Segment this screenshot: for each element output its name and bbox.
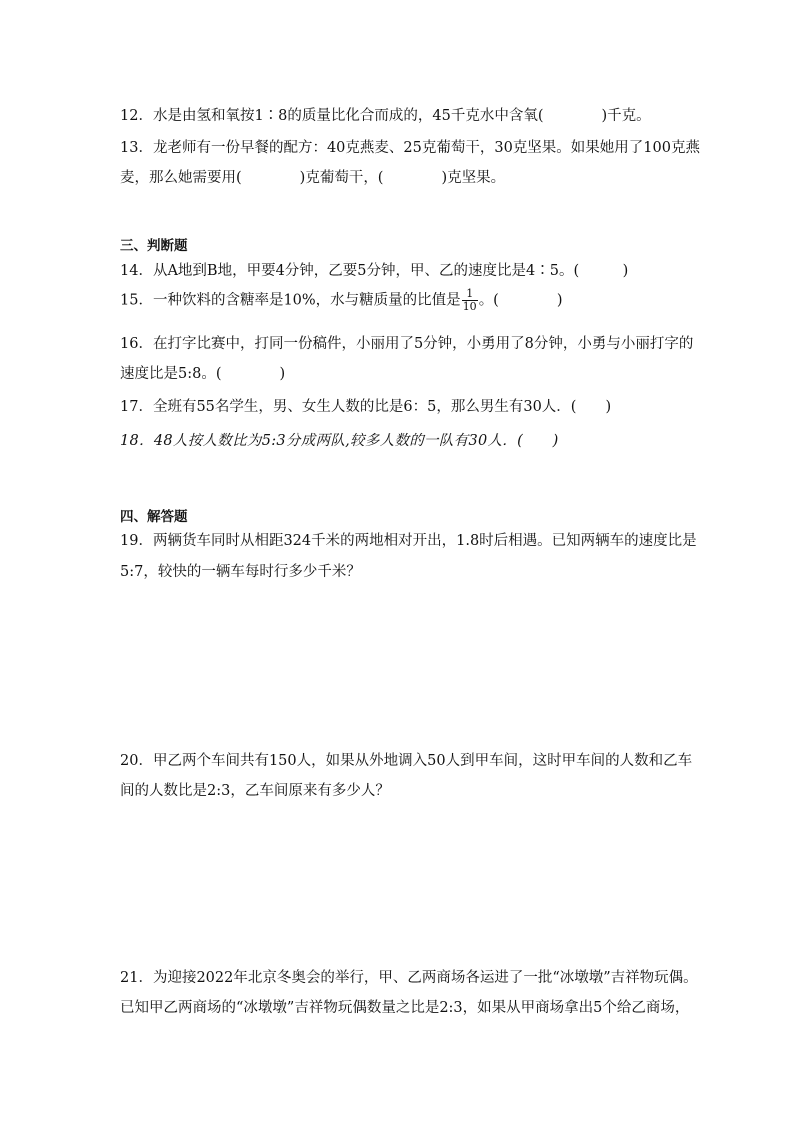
question-13-line-2: 麦，那么她需要用( )克葡萄干，( )克坚果。 xyxy=(120,170,506,186)
fraction-denominator: 10 xyxy=(462,300,477,313)
fraction-numerator: 1 xyxy=(462,288,478,301)
question-19-line-1: 19．两辆货车同时从相距324千米的两地相对开出，1.8时后相遇。已知两辆车的速度比是 xyxy=(120,533,697,549)
question-15 xyxy=(120,288,563,313)
question-15-text-before: 15．一种饮料的含糖率是10%，水与糖质量的比值是 xyxy=(120,292,461,309)
question-18: 18．48人按人数比为5:3分成两队,较多人数的一队有30人．( ) xyxy=(120,433,559,449)
question-17: 17．全班有55名学生，男、女生人数的比是6：5，那么男生有30人．( ) xyxy=(120,399,612,415)
question-13-line-1: 13．龙老师有一份早餐的配方：40克燕麦、25克葡萄干，30克坚果。如果她用了100克燕 xyxy=(120,140,700,156)
question-19-line-2: 5:7，较快的一辆车每时行多少千米？ xyxy=(120,564,361,580)
question-14: 14．从A地到B地，甲要4分钟，乙要5分钟，甲、乙的速度比是4∶5。( ) xyxy=(120,263,629,279)
question-21-line-2: 已知甲乙两商场的“冰墩墩”吉祥物玩偶数量之比是2:3，如果从甲商场拿出5个给乙商场， xyxy=(120,1000,690,1016)
question-16-line-2: 速度比是5:8。( ) xyxy=(120,366,286,382)
question-15-text-after: 。( ) xyxy=(478,292,563,309)
section-3-title: 三、判断题 xyxy=(120,238,188,254)
section-4-title: 四、解答题 xyxy=(120,509,188,525)
fraction-one-tenth xyxy=(462,288,478,313)
question-16-line-1: 16．在打字比赛中，打同一份稿件，小丽用了5分钟，小勇用了8分钟，小勇与小丽打字的 xyxy=(120,336,694,352)
question-20-line-2: 间的人数比是2:3，乙车间原来有多少人？ xyxy=(120,783,390,799)
question-21-line-1: 21．为迎接2022年北京冬奥会的举行，甲、乙两商场各运进了一批“冰墩墩”吉祥物玩偶。 xyxy=(120,970,698,986)
question-12: 12．水是由氢和氧按1∶8的质量比化合而成的，45千克水中含氧( )千克。 xyxy=(120,108,651,124)
question-20-line-1: 20．甲乙两个车间共有150人，如果从外地调入50人到甲车间，这时甲车间的人数和乙车 xyxy=(120,753,693,769)
